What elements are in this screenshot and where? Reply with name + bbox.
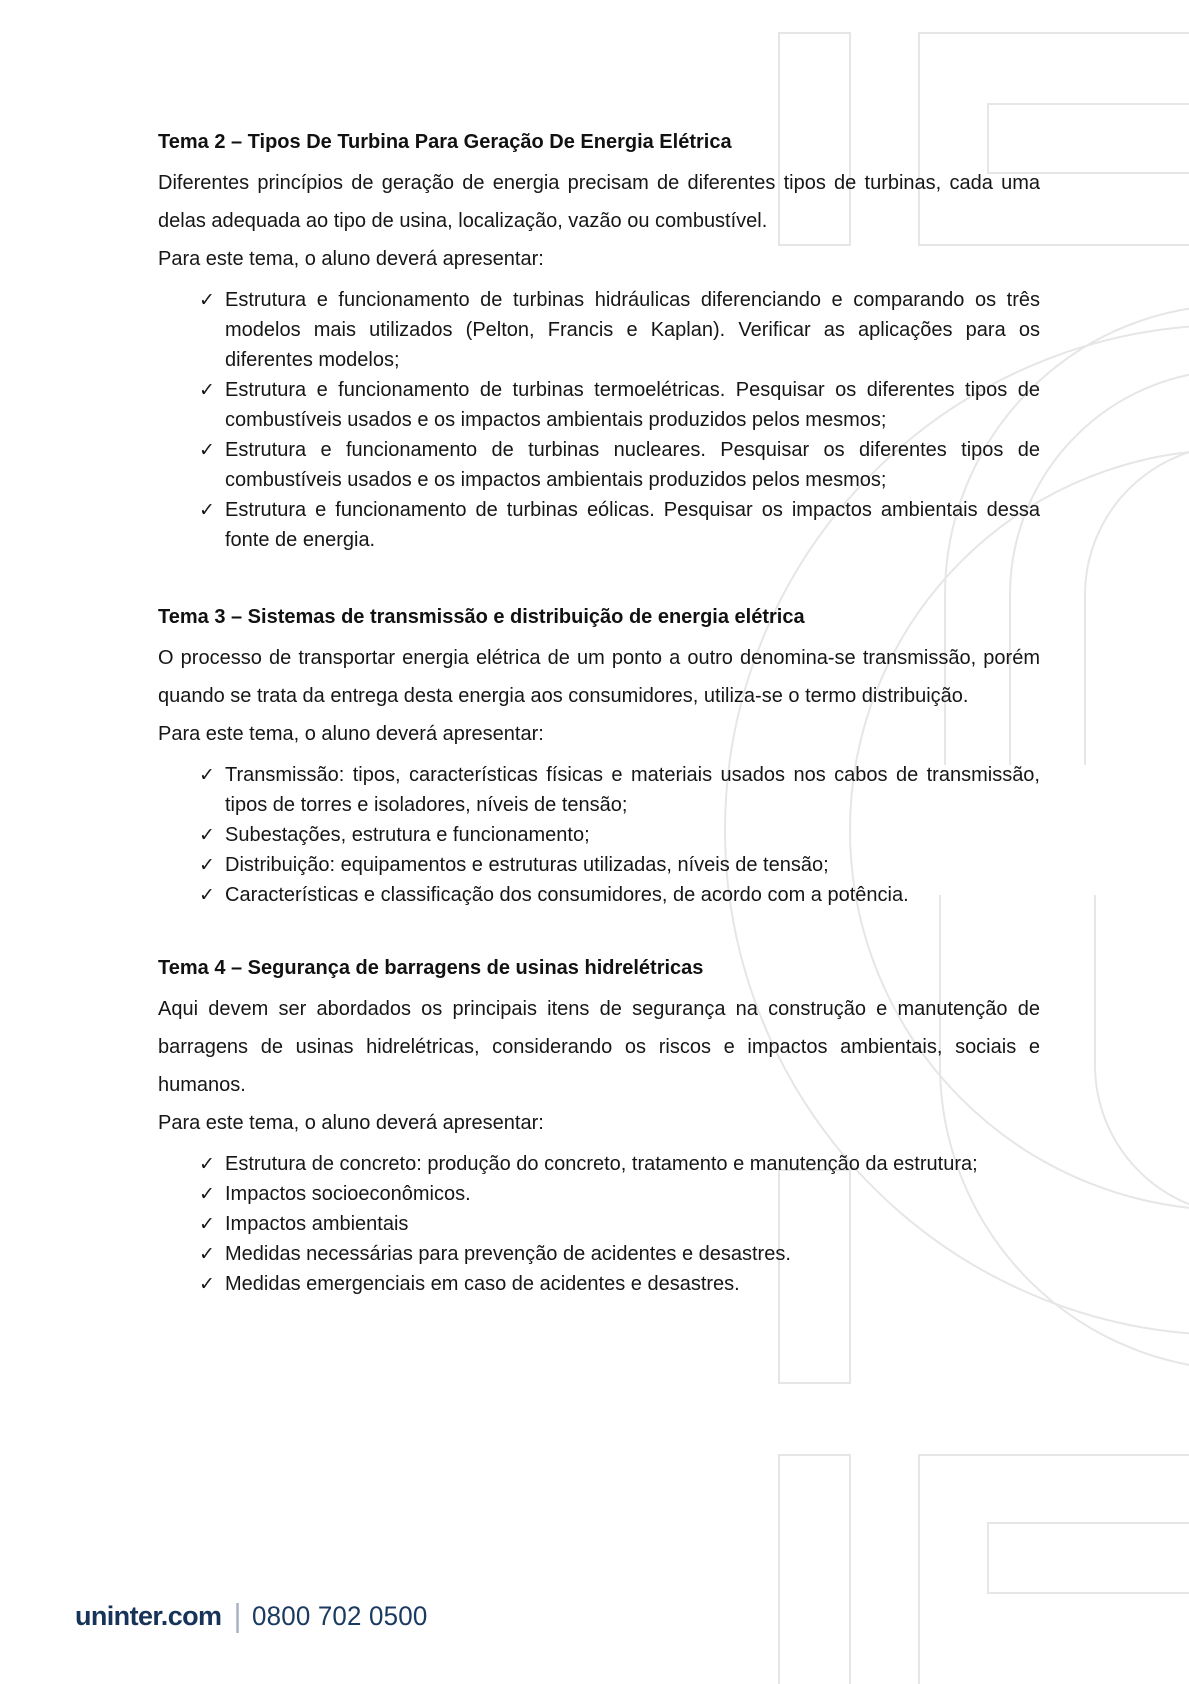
section-prompt: Para este tema, o aluno deverá apresentar: [158,723,544,745]
check-icon: ✓ [199,1153,215,1175]
bullet-item [199,820,1040,850]
check-icon: ✓ [199,854,215,876]
bullet-item [199,760,1040,820]
check-icon: ✓ [199,439,215,461]
check-icon: ✓ [199,1243,215,1265]
footer-site-logo-text: uninter.com [75,1600,222,1631]
section-tema-2 [158,128,1040,555]
bullet-text: Distribuição: equipamentos e estruturas utilizadas, níveis de tensão; [225,854,829,876]
bullet-text: Medidas emergenciais em caso de acidentes e desastres. [225,1273,740,1295]
footer-phone-number: 0800 702 0500 [251,1600,427,1631]
bullet-list [158,1149,1040,1299]
footer-separator: | [233,1597,242,1634]
section-prompt: Para este tema, o aluno deverá apresentar: [158,248,544,270]
bullet-text: Estrutura e funcionamento de turbinas eólicas. Pesquisar os impactos ambientais dessa fonte de energia. [225,499,1040,551]
section-heading: Tema 4 – Segurança de barragens de usinas hidrelétricas [158,957,704,979]
bullet-item [199,1269,1040,1299]
bullet-text: Medidas necessárias para prevenção de acidentes e desastres. [225,1243,791,1265]
check-icon: ✓ [199,499,215,521]
check-icon: ✓ [199,764,215,786]
footer [75,1598,434,1634]
bullet-item [199,375,1040,435]
check-icon: ✓ [199,824,215,846]
check-icon: ✓ [199,1183,215,1205]
bullet-item [199,1209,1040,1239]
section-intro: Diferentes princípios de geração de energia precisam de diferentes tipos de turbinas, cada uma delas adequada ao tipo de usina, localização, vazão ou combustível. [158,172,1040,232]
bullet-text: Transmissão: tipos, características físicas e materiais usados nos cabos de transmissão, tipos de torres e isoladores, níveis de tensão; [225,764,1040,816]
bullet-text: Estrutura e funcionamento de turbinas hidráulicas diferenciando e comparando os três modelos mais utilizados (Pelton, Francis e Kaplan). Verificar as aplicações para os diferentes modelos; [225,289,1040,371]
check-icon: ✓ [199,379,215,401]
check-icon: ✓ [199,1273,215,1295]
section-tema-3 [158,603,1040,910]
bullet-item [199,495,1040,555]
check-icon: ✓ [199,289,215,311]
bullet-text: Impactos ambientais [225,1213,409,1235]
bullet-item [199,435,1040,495]
section-intro: O processo de transportar energia elétrica de um ponto a outro denomina-se transmissão, porém quando se trata da entrega desta energia aos consumidores, utiliza-se o termo distribuição. [158,647,1040,707]
section-tema-4 [158,954,1040,1299]
bullet-item [199,1239,1040,1269]
document-content [158,0,1040,1299]
section-heading: Tema 2 – Tipos De Turbina Para Geração De Energia Elétrica [158,131,732,153]
section-intro: Aqui devem ser abordados os principais itens de segurança na construção e manutenção de barragens de usinas hidrelétricas, considerando os riscos e impactos ambientais, sociais e humanos. [158,998,1040,1096]
bullet-text: Estrutura e funcionamento de turbinas nucleares. Pesquisar os diferentes tipos de combustíveis usados e os impactos ambientais produzidos pelos mesmos; [225,439,1040,491]
section-prompt: Para este tema, o aluno deverá apresentar: [158,1112,544,1134]
bullet-item [199,1149,1040,1179]
bullet-text: Características e classificação dos consumidores, de acordo com a potência. [225,884,909,906]
bullet-item [199,850,1040,880]
bullet-list [158,760,1040,910]
section-heading: Tema 3 – Sistemas de transmissão e distribuição de energia elétrica [158,606,805,628]
check-icon: ✓ [199,884,215,906]
bullet-item [199,285,1040,375]
check-icon: ✓ [199,1213,215,1235]
bullet-text: Estrutura e funcionamento de turbinas termoelétricas. Pesquisar os diferentes tipos de combustíveis usados e os impactos ambientais produzidos pelos mesmos; [225,379,1040,431]
bullet-list [158,285,1040,555]
bullet-item [199,880,1040,910]
bullet-text: Impactos socioeconômicos. [225,1183,471,1205]
bullet-text: Estrutura de concreto: produção do concreto, tratamento e manutenção da estrutura; [225,1153,978,1175]
bullet-text: Subestações, estrutura e funcionamento; [225,824,590,846]
bullet-item [199,1179,1040,1209]
